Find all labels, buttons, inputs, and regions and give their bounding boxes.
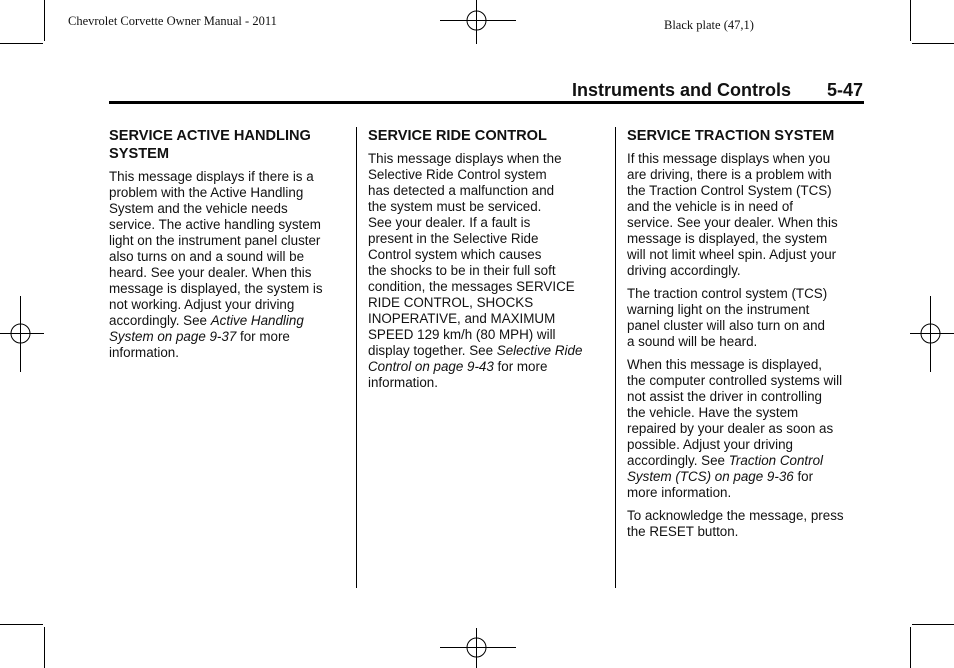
crop-mark (44, 627, 45, 668)
column-ride-control (368, 127, 608, 398)
registration-mark (440, 628, 516, 668)
paragraph: This message displays when the Selective Ride Control system has detected a malfunction and the system must be serviced. See your dealer. If a fault is present in the Selective Ride Control system which causes the shocks to be in their full soft condition, the messages SERVICE RIDE CONTROL, SHOCKS INOPERATIVE, and MAXIMUM SPEED 129 km/h (80 MPH) will display together. See Selective Ride Control on page 9-43 for more information. (368, 151, 583, 390)
paragraph: To acknowledge the message, press the RESET button. (627, 508, 844, 539)
column-active-handling (109, 127, 349, 368)
plate-label: Black plate (47,1) (664, 18, 754, 32)
registration-mark (440, 0, 516, 44)
crop-mark (912, 43, 954, 44)
registration-mark (0, 296, 44, 372)
paragraph: This message displays if there is a problem with the Active Handling System and the vehicle needs service. The active handling system light on the instrument panel cluster also turns on and a sound will be heard. See your dealer. When this message is displayed, the system is not working. Adjust your driving accordingly. See Active Handling System on page 9-37 for more information. (109, 169, 323, 360)
paragraph: The traction control system (TCS) warning light on the instrument panel cluster will also turn on and a sound will be heard. (627, 286, 828, 349)
paragraph: If this message displays when you are driving, there is a problem with the Traction Control System (TCS) and the vehicle is in need of service. See your dealer. When this message is displayed, the system will not limit wheel spin. Adjust your driving accordingly. (627, 151, 838, 278)
section-heading: SERVICE RIDE CONTROL (368, 128, 547, 144)
section-body (109, 169, 349, 361)
crop-mark (910, 0, 911, 41)
registration-mark (910, 296, 954, 372)
section-title: Instruments and Controls (572, 80, 792, 100)
crop-mark (0, 624, 43, 625)
crop-mark (0, 43, 43, 44)
column-divider (356, 127, 357, 588)
section-body (368, 151, 608, 391)
section-heading: SERVICE TRACTION SYSTEM (627, 128, 835, 144)
crop-mark (910, 627, 911, 668)
section-body (627, 151, 872, 540)
column-divider (615, 127, 616, 588)
header-rule (109, 101, 864, 104)
page-number: 5-47 (827, 80, 864, 100)
section-heading: SERVICE ACTIVE HANDLING SYSTEM (109, 128, 311, 162)
document-slug: Chevrolet Corvette Owner Manual - 2011 (68, 14, 277, 28)
column-traction-system (627, 127, 872, 547)
crop-mark (912, 624, 954, 625)
paragraph: When this message is displayed, the computer controlled systems will not assist the driver in controlling the vehicle. Have the system repaired by your dealer as soon as possible. Adjust your driving accordingly. See Traction Control System (TCS) on page 9-36 for more information. (627, 357, 843, 500)
crop-mark (44, 0, 45, 41)
